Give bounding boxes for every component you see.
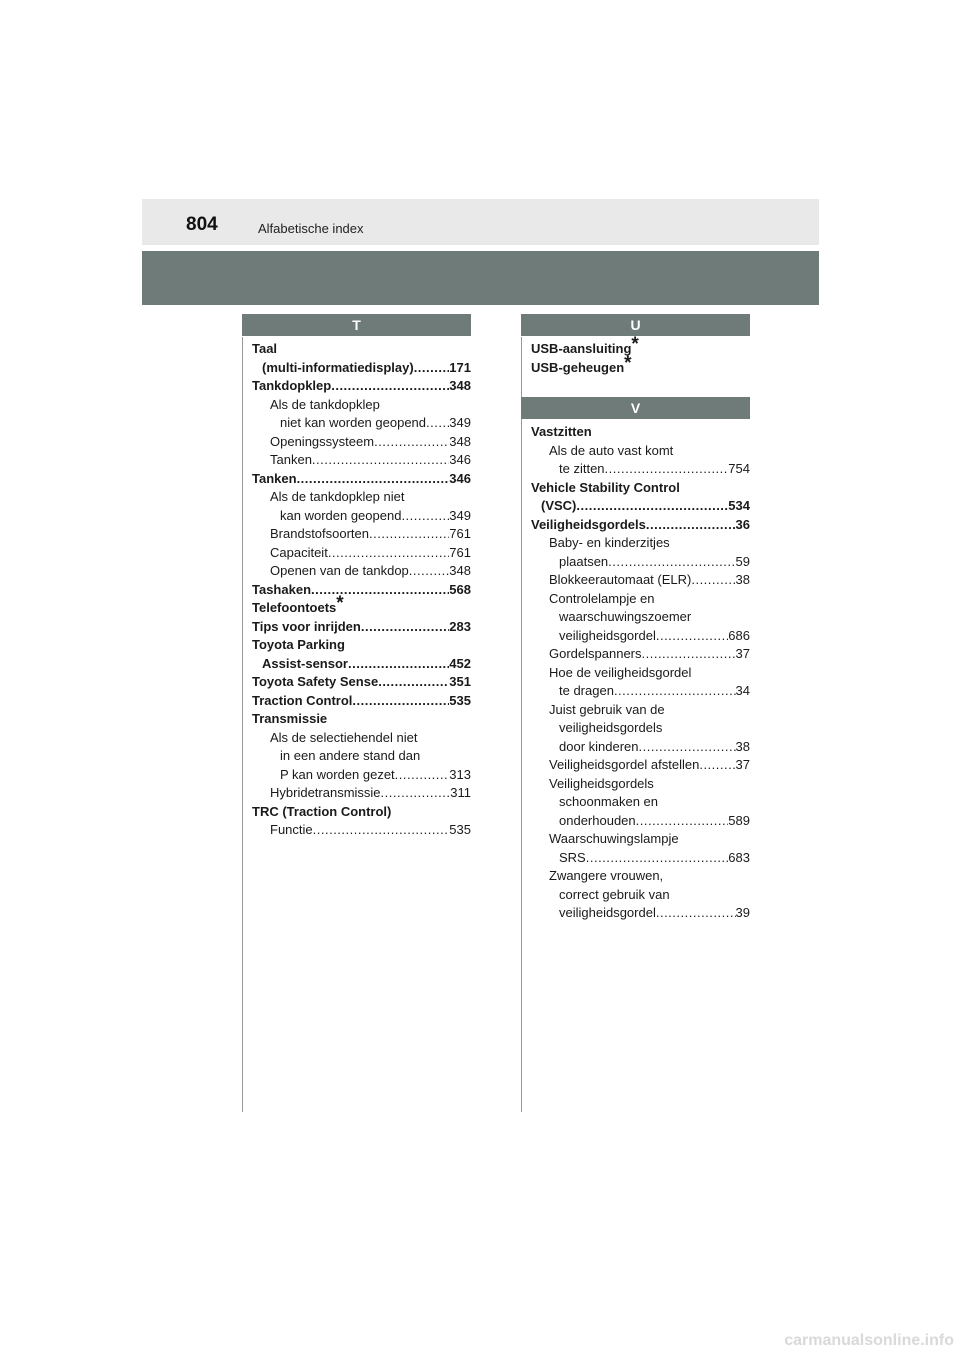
index-entry: Vehicle Stability Control xyxy=(531,479,680,495)
index-subentry[interactable]: SRS ..... 683 xyxy=(531,849,750,868)
index-subentry: Als de tankdopklep xyxy=(270,396,380,412)
index-subentry[interactable]: Brandstofsoorten ..... 761 xyxy=(252,525,471,544)
index-entry[interactable]: Tanken ..... 346 xyxy=(252,470,471,489)
index-subentry: waarschuwingszoemer xyxy=(559,609,692,624)
index-subentry: Als de selectiehendel niet xyxy=(270,729,418,745)
index-subentry[interactable]: Veiligheidsgordel afstellen ..... 37 xyxy=(531,756,750,775)
index-entry: TRC (Traction Control) xyxy=(252,803,392,819)
index-subentry: Hoe de veiligheidsgordel xyxy=(549,664,692,680)
index-entries-v xyxy=(521,423,750,923)
index-entry[interactable]: USB-geheugen* xyxy=(531,352,632,375)
index-subentry: Als de auto vast komt xyxy=(549,442,674,458)
asterisk-mark: * xyxy=(631,334,639,355)
letter-heading-v: V xyxy=(521,397,750,419)
index-subentry[interactable]: niet kan worden geopend ..... 349 xyxy=(252,414,471,433)
index-subentry[interactable]: P kan worden gezet ..... 313 xyxy=(252,766,471,785)
watermark-url: carmanualsonline.info xyxy=(784,1332,954,1349)
index-subentry[interactable]: Gordelspanners ..... 37 xyxy=(531,645,750,664)
index-subentry[interactable]: Functie ..... 535 xyxy=(252,821,471,840)
index-entry[interactable]: Tips voor inrijden ..... 283 xyxy=(252,618,471,637)
asterisk-mark: * xyxy=(624,352,632,374)
index-subentry[interactable]: Tanken ..... 346 xyxy=(252,451,471,470)
index-entry: Toyota Parking xyxy=(252,637,345,652)
index-entry: Transmissie xyxy=(252,711,328,726)
index-subentry[interactable]: Openingssysteem ..... 348 xyxy=(252,433,471,452)
index-entry: Taal xyxy=(252,341,278,356)
index-subentry[interactable]: kan worden geopend ..... 349 xyxy=(252,507,471,526)
index-entry[interactable]: Tashaken ..... 568 xyxy=(252,581,471,600)
index-subentry[interactable]: Openen van de tankdop ..... 348 xyxy=(252,562,471,581)
index-entry: Vastzitten xyxy=(531,424,592,439)
index-subentry: Veiligheidsgordels xyxy=(549,775,654,791)
index-subentry[interactable]: veiligheidsgordel ..... 39 xyxy=(531,904,750,923)
header-band xyxy=(142,251,819,305)
index-subentry: Juist gebruik van de xyxy=(549,701,665,717)
index-entry[interactable]: Assist-sensor ..... 452 xyxy=(252,655,471,674)
index-entry[interactable]: (VSC) ..... 534 xyxy=(531,497,750,516)
index-entry[interactable]: Toyota Safety Sense ..... 351 xyxy=(252,673,471,692)
index-column-t xyxy=(242,314,471,840)
index-subentry[interactable]: te dragen ..... 34 xyxy=(531,682,750,701)
index-entry[interactable]: Traction Control ..... 535 xyxy=(252,692,471,711)
index-subentry: in een andere stand dan xyxy=(280,748,421,763)
index-subentry[interactable]: door kinderen ..... 38 xyxy=(531,738,750,757)
index-subentry: Waarschuwingslampje xyxy=(549,831,679,846)
index-subentry[interactable]: te zitten ..... 754 xyxy=(531,460,750,479)
index-column-uv xyxy=(521,314,750,923)
index-subentry[interactable]: plaatsen ..... 59 xyxy=(531,553,750,572)
index-entry[interactable]: Tankdopklep ..... 348 xyxy=(252,377,471,396)
index-entry[interactable]: Veiligheidsgordels ..... 36 xyxy=(531,516,750,535)
header-bar xyxy=(142,199,819,245)
index-subentry: Baby- en kinderzitjes xyxy=(549,535,670,550)
asterisk-mark: * xyxy=(336,593,344,614)
section-title: Alfabetische index xyxy=(258,221,364,236)
index-subentry: schoonmaken en xyxy=(559,794,659,809)
index-subentry: Zwangere vrouwen, xyxy=(549,868,664,883)
index-subentry: correct gebruik van xyxy=(559,886,670,902)
page-number: 804 xyxy=(186,214,218,235)
index-subentry[interactable]: onderhouden ..... 589 xyxy=(531,812,750,831)
index-subentry: Als de tankdopklep niet xyxy=(270,489,405,504)
index-entry[interactable]: (multi-informatiedisplay) ..... 171 xyxy=(252,359,471,378)
index-subentry[interactable]: Hybridetransmissie ..... 311 xyxy=(252,784,471,803)
index-subentry[interactable]: Capaciteit ..... 761 xyxy=(252,544,471,563)
index-entry[interactable]: USB-aansluiting* xyxy=(531,334,639,356)
index-entries-u xyxy=(521,334,750,377)
index-subentry[interactable]: Blokkeerautomaat (ELR) ..... 38 xyxy=(531,571,750,590)
letter-heading-u: U xyxy=(521,314,750,336)
index-entry[interactable]: Telefoontoets* xyxy=(252,593,344,615)
letter-heading-t: T xyxy=(242,314,471,336)
index-subentry: Controlelampje en xyxy=(549,590,655,606)
index-subentry[interactable]: veiligheidsgordel ..... 686 xyxy=(531,627,750,646)
index-subentry: veiligheidsgordels xyxy=(559,720,663,735)
index-entries-t xyxy=(242,340,471,840)
